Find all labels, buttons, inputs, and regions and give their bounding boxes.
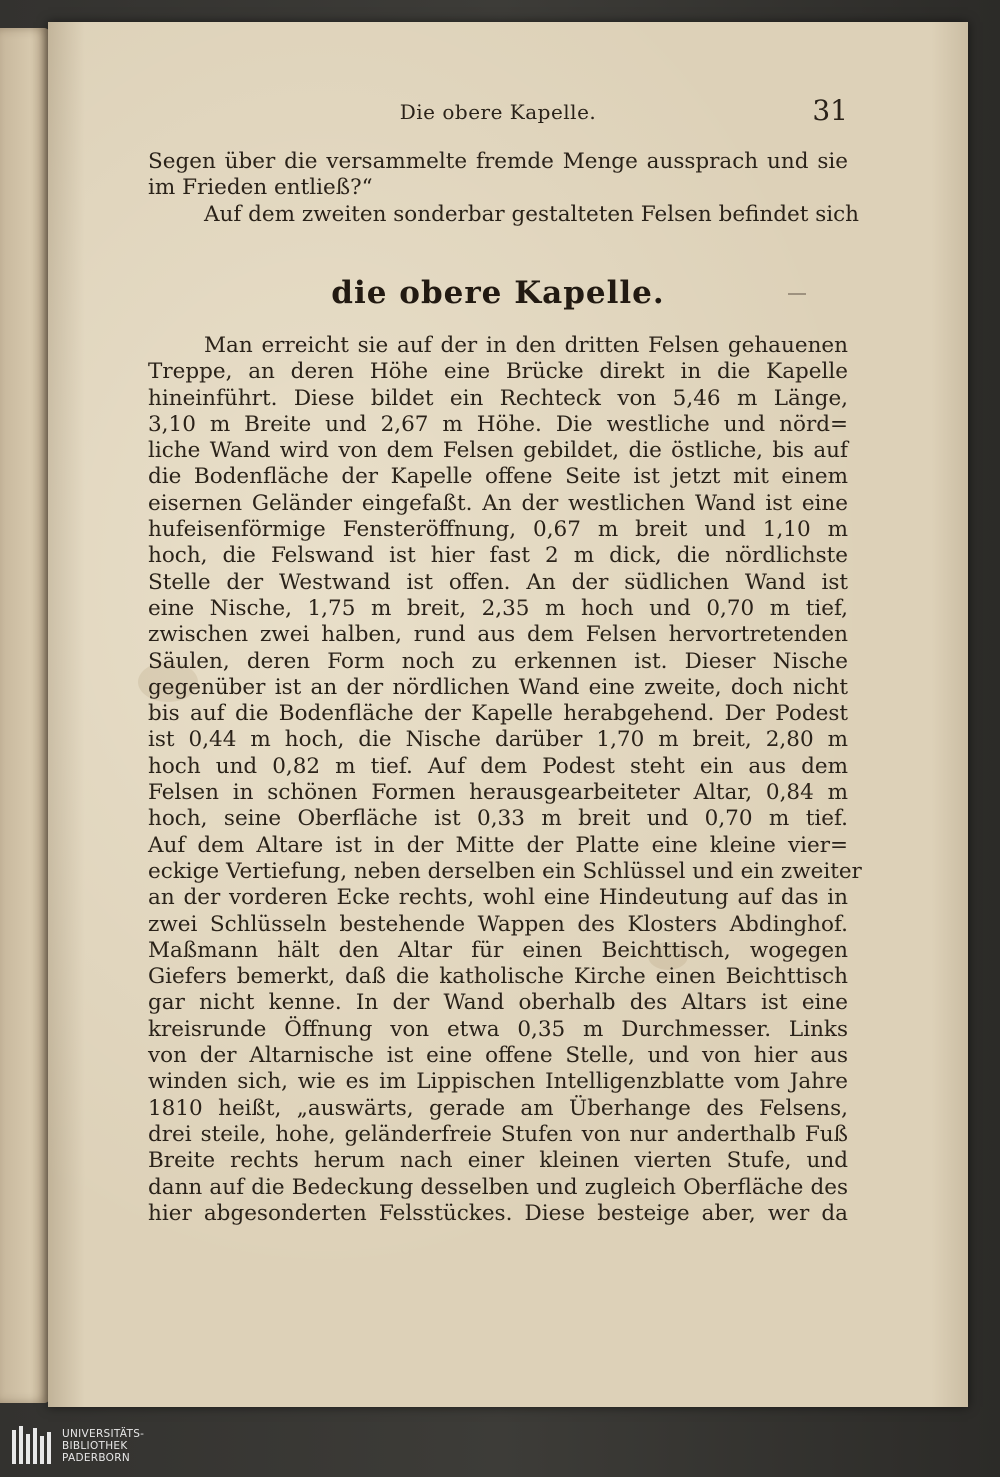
text-line: an der vorderen Ecke rechts, wohl eine Hindeutung auf das in (148, 885, 848, 911)
text-line: gegenüber ist an der nördlichen Wand eine zweite, doch nicht (148, 674, 848, 700)
library-logo-text (62, 1428, 144, 1464)
text-line: die Bodenfläche der Kapelle offene Seite ist jetzt mit einem (148, 464, 848, 490)
text-line: eckige Vertiefung, neben derselben ein Schlüssel und ein zweiter (148, 858, 862, 884)
text-line: ist 0,44 m hoch, die Nische darüber 1,70 m breit, 2,80 m (148, 727, 848, 753)
text-line: Breite rechts herum nach einer kleinen vierten Stufe, und (148, 1148, 848, 1174)
margin-mark (788, 293, 806, 295)
text-line: Säulen, deren Form noch zu erkennen ist. Dieser Nische (148, 648, 848, 674)
text-line: im Frieden entließ?“ (148, 175, 373, 201)
text-line: zwei Schlüsseln bestehende Wappen des Klosters Abdinghof. (148, 911, 848, 937)
running-title: Die obere Kapelle. (399, 100, 597, 124)
text-line: Felsen in schönen Formen herausgearbeiteter Altar, 0,84 m (148, 780, 848, 806)
text-line: hier abgesonderten Felsstückes. Diese besteige aber, wer da (148, 1200, 848, 1226)
text-line: hoch, die Felswand ist hier fast 2 m dick, die nördlichste (148, 543, 848, 569)
text-line: drei steile, hohe, geländerfreie Stufen von nur anderthalb Fuß (148, 1121, 848, 1147)
text-line: gar nicht kenne. In der Wand oberhalb des Altars ist eine (148, 990, 848, 1016)
logo-line: BIBLIOTHEK (62, 1440, 128, 1452)
text-line: 1810 heißt, „auswärts, gerade am Überhange des Felsens, (148, 1095, 848, 1121)
logo-line: UNIVERSITÄTS- (62, 1428, 145, 1440)
text-line: eisernen Geländer eingefaßt. An der westlichen Wand ist eine (148, 490, 848, 516)
text-line: hoch, seine Oberfläche ist 0,33 m breit und 0,70 m tief. (148, 806, 848, 832)
text-line: eine Nische, 1,75 m breit, 2,35 m hoch und 0,70 m tief, (148, 595, 848, 621)
text-line: von der Altarnische ist eine offene Stelle, und von hier aus (148, 1043, 848, 1069)
text-line: Auf dem Altare ist in der Mitte der Platte eine kleine vier= (148, 832, 848, 858)
text-line: kreisrunde Öffnung von etwa 0,35 m Durchmesser. Links (148, 1016, 848, 1042)
text-line: 3,10 m Breite und 2,67 m Höhe. Die westliche und nörd= (148, 411, 848, 437)
text-line: bis auf die Bodenfläche der Kapelle herabgehend. Der Podest (148, 701, 848, 727)
intro-paragraph (148, 149, 860, 228)
text-line: hufeisenförmige Fensteröffnung, 0,67 m breit und 1,10 m (148, 517, 848, 543)
page-number: 31 (812, 94, 848, 127)
text-line: Segen über die versammelte fremde Menge aussprach und sie (148, 149, 848, 174)
text-line: zwischen zwei halben, rund aus dem Felsen hervortretenden (148, 622, 848, 648)
book-page (48, 22, 968, 1407)
text-line: Auf dem zweiten sonderbar gestalteten Felsen befindet sich (204, 201, 860, 227)
text-line: hoch und 0,82 m tief. Auf dem Podest steht ein aus dem (148, 753, 848, 779)
section-heading: die obere Kapelle. (331, 275, 665, 311)
previous-page-edge (0, 28, 50, 1403)
logo-line: PADERBORN (62, 1452, 130, 1464)
text-line: Maßmann hält den Altar für einen Beichttisch, wogegen (148, 937, 848, 963)
text-line: liche Wand wird von dem Felsen gebildet, die östliche, bis auf (148, 438, 848, 464)
text-line: dann auf die Bedeckung desselben und zugleich Oberfläche des (148, 1174, 848, 1200)
text-line: Man erreicht sie auf der in den dritten Felsen gehauenen (204, 333, 848, 358)
text-line: Treppe, an deren Höhe eine Brücke direkt in die Kapelle (148, 359, 848, 385)
body-paragraph (148, 333, 862, 1227)
library-logo (10, 1424, 210, 1468)
text-line: hineinführt. Diese bildet ein Rechteck von 5,46 m Länge, (148, 385, 848, 411)
text-line: Stelle der Westwand ist offen. An der südlichen Wand ist (148, 569, 848, 595)
running-head (148, 94, 848, 134)
library-emblem-icon (10, 1424, 54, 1468)
text-line: Giefers bemerkt, daß die katholische Kirche einen Beichttisch (148, 964, 848, 990)
text-line: winden sich, wie es im Lippischen Intelligenzblatte vom Jahre (148, 1069, 848, 1095)
